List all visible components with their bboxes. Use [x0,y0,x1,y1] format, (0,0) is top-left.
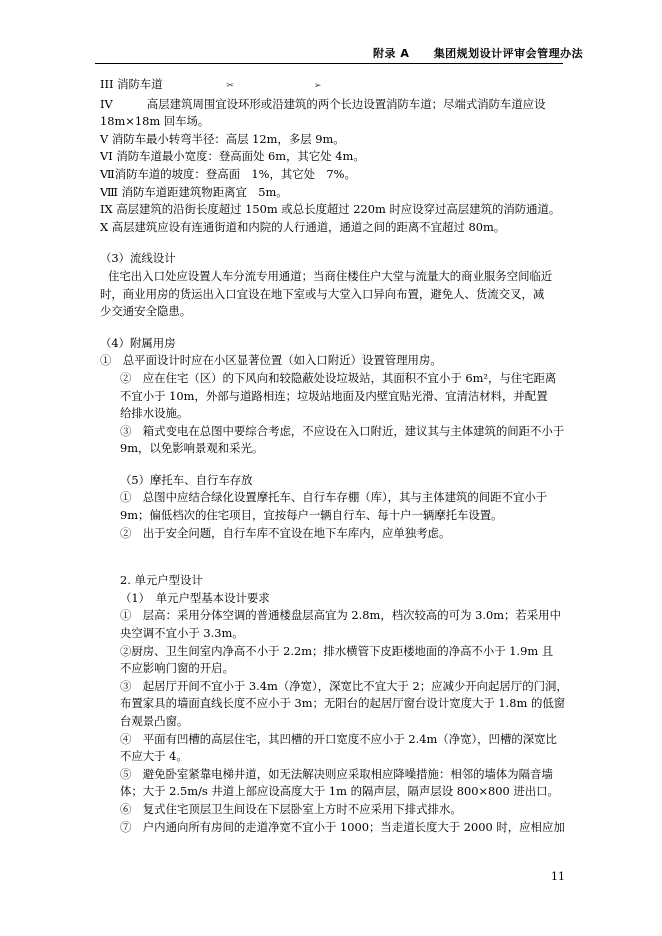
unit-design-section [100,572,568,836]
page-header [373,45,583,61]
parking-item-2: ② 出于安全问题，自行车库不宜设在地下车库内，应单独考虑。 [120,525,451,540]
unit-design-heading: 2. 单元户型设计 [120,573,203,588]
fire-lane-item-vii: Ⅶ消防车道的坡度：登高面 1%，其它处 7%。 [100,166,356,181]
flow-paragraph-line3: 少交通安全隐患。 [100,304,192,319]
unit-req-2-cont: 不应影响门窗的开启。 [120,661,234,676]
fire-lane-item-iv: IV 高层建筑周围宜设环形或沿建筑的两个长边设置消防车道；尽端式消防车道应设 [100,96,546,111]
fire-lane-item-x: X 高层建筑应设有连通街道和内院的人行通道，通道之间的距离不宜超过 80m。 [100,219,506,234]
parking-section [100,472,565,542]
unit-req-3-cont1: 布置家具的墙面直线长度不应小于 3m；无阳台的起居厅窗台设计宽度大于 1.8m 的低窗 [120,696,566,711]
ancillary-item-3-cont: 9m，以免影响景观和采光。 [120,441,264,456]
unit-design-subheading: （1） 单元户型基本设计要求 [120,590,270,605]
unit-req-3: ③ 起居厅开间不宜小于 3.4m（净宽），深宽比不宜大于 2；应减少开向起居厅的门洞， [120,678,568,693]
ancillary-item-1: ① 总平面设计时应在小区显著位置（如入口附近）设置管理用房。 [100,353,442,368]
scissors-icon: ✂ [226,81,234,91]
fire-lane-item-v: V 消防车最小转弯半径：高层 12m，多层 9m。 [100,131,345,146]
parking-heading: （5）摩托车、自行车存放 [120,472,253,487]
unit-req-3-cont2: 台观景凸窗。 [120,714,189,728]
ancillary-item-3: ③ 箱式变电在总图中要综合考虑，不应设在入口附近，建议其与主体建筑的间距不小于 [120,423,565,438]
unit-req-7: ⑦ 户内通向所有房间的走道净宽不宜小于 1000；当走道长度大于 2000 时，应相应加 [120,819,565,834]
unit-req-4-cont: 不应大于 4。 [120,749,188,764]
flow-heading: （3）流线设计 [100,251,176,266]
ancillary-item-2-cont1: 不宜小于 10m，外部与道路相连；垃圾站地面及内壁宜贴光滑、宜清洁材料，并配置 [120,388,548,403]
fire-lane-item-ix: IX 高层建筑的沿街长度超过 150m 或总长度超过 220m 时应设穿过高层建筑的消防通道。 [100,202,561,217]
document-title: 集团规划设计评审会管理办法 [433,47,584,60]
ancillary-item-2: ② 应在住宅（区）的下风向和较隐蔽处设垃圾站，其面积不宜小于 6m²，与住宅距离 [120,370,557,385]
page-number: 11 [551,870,565,883]
unit-req-1-cont: 央空调不宜小于 3.3m。 [120,626,244,641]
arrow-right-icon: ➢ [313,81,322,91]
flow-paragraph-line1: 住宅出入口处应设置人车分流专用通道；当商住楼住户大堂与流量大的商业服务空间临近 [108,268,553,283]
flow-paragraph-line2: 时，商业用房的货运出入口宜设在地下室或与大堂入口异向布置，避免人、货流交叉，减 [100,286,545,301]
header-rule [95,63,563,64]
parking-item-1-cont: 9m；偏低档次的住宅项目，宜按每户一辆自行车、每十户一辆摩托车设置。 [120,508,503,523]
document-body [100,76,568,836]
ancillary-heading: （4）附属用房 [100,335,176,350]
ancillary-item-2-cont2: 给排水设施。 [120,406,189,421]
fire-lane-item-iv-cont: 18m×18m 回车场。 [100,114,210,129]
appendix-label: 附录 A [373,47,410,60]
unit-req-6: ⑥ 复式住宅顶层卫生间设在下层卧室上方时不应采用下排式排水。 [120,801,462,816]
decorative-marks [226,78,321,96]
fire-lane-item-vi: VI 消防车道最小宽度：登高面处 6m，其它处 4m。 [100,149,365,164]
unit-req-5: ⑤ 避免卧室紧靠电梯井道，如无法解决则应采取相应降噪措施：相邻的墙体为隔音墙 [120,766,553,781]
unit-req-2: ②厨房、卫生间室内净高不小于 2.2m；排水横管下皮距楼地面的净高不小于 1.9m 且 [120,643,554,658]
fire-lane-item-viii: Ⅷ 消防车道距建筑物距离宜 5m。 [100,184,288,199]
fire-lane-heading-line [100,76,565,96]
unit-req-5-cont: 体；大于 2.5m/s 井道上部应设高度大于 1m 的隔声层，隔声层设 800×800 进出口。 [120,784,559,799]
unit-req-1: ① 层高：采用分体空调的普通楼盘层高宜为 2.8m，档次较高的可为 3.0m；若采用中 [120,608,561,623]
fire-lane-section [100,76,565,236]
flow-section [100,250,565,320]
fire-lane-heading: III 消防车道 [100,77,163,91]
ancillary-section [100,335,565,458]
parking-item-1: ① 总图中应结合绿化设置摩托车、自行车存棚（库），其与主体建筑的间距不宜小于 [120,490,548,505]
unit-req-4: ④ 平面有凹槽的高层住宅，其凹槽的开口宽度不应小于 2.4m（净宽），凹槽的深宽比 [120,731,557,746]
